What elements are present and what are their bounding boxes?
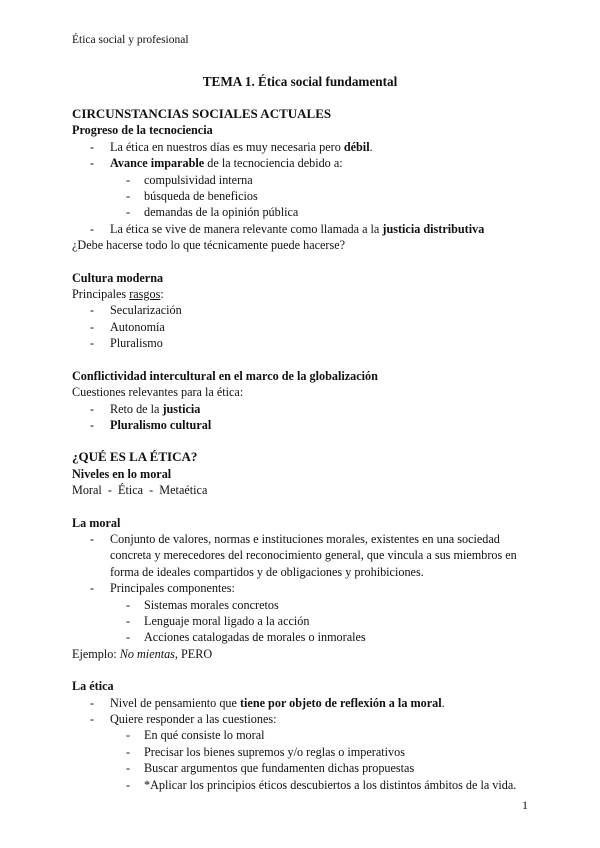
sub-list-item: - Acciones catalogadas de morales o inmorales bbox=[72, 629, 532, 645]
list-item bbox=[72, 221, 532, 237]
sub-list-item: - En qué consiste lo moral bbox=[72, 727, 532, 743]
list-item: - Autonomía bbox=[72, 319, 532, 335]
list-item bbox=[72, 139, 532, 155]
list-item bbox=[72, 531, 532, 547]
list-item-continuation: forma de ideales compartidos y de obligaciones y prohibiciones. bbox=[110, 564, 424, 579]
bold-text: tiene por objeto de reflexión a la moral bbox=[239, 695, 442, 710]
text: Principales bbox=[72, 287, 130, 302]
sub-list-item: - compulsividad interna bbox=[72, 172, 532, 188]
text: . bbox=[441, 695, 445, 710]
bold-text: Avance imparable bbox=[110, 156, 205, 171]
subheading-la-moral: La moral bbox=[72, 515, 121, 530]
bold-text: justicia bbox=[162, 401, 201, 416]
sub-list-item: - Sistemas morales concretos bbox=[72, 597, 532, 613]
list-item bbox=[72, 401, 532, 417]
list-item: - Principales componentes: bbox=[72, 580, 532, 596]
sub-list-item: - búsqueda de beneficios bbox=[72, 188, 532, 204]
subheading-conflictividad: Conflictividad intercultural en el marco de la globalización bbox=[72, 368, 378, 383]
section-heading-circunstancias: CIRCUNSTANCIAS SOCIALES ACTUALES bbox=[72, 106, 332, 121]
bold-text: Pluralismo cultural bbox=[110, 417, 212, 432]
section-heading-que-es-la-etica: ¿QUÉ ES LA ÉTICA? bbox=[72, 449, 198, 465]
sub-list-item: - Lenguaje moral ligado a la acción bbox=[72, 613, 532, 629]
italic-text: No mientas bbox=[119, 646, 175, 661]
list-item bbox=[72, 695, 532, 711]
text: Ejemplo: bbox=[72, 646, 120, 661]
page-header: Ética social y profesional bbox=[72, 34, 189, 46]
rasgos-intro bbox=[72, 286, 532, 302]
subheading-la-etica: La ética bbox=[72, 679, 114, 694]
list-item bbox=[72, 155, 532, 171]
text: La ética se vive de manera relevante como llamada a la bbox=[110, 221, 383, 236]
list-item-continuation: concreta y merecedores del reconocimiento general, que vincula a sus miembros en bbox=[110, 548, 517, 563]
sub-list-item: - *Aplicar los principios éticos descubiertos a los distintos ámbitos de la vida. bbox=[72, 777, 532, 793]
sub-list-item: - demandas de la opinión pública bbox=[72, 204, 532, 220]
question-line: ¿Debe hacerse todo lo que técnicamente puede hacerse? bbox=[72, 238, 346, 253]
document-body bbox=[72, 106, 532, 793]
subheading-niveles: Niveles en lo moral bbox=[72, 466, 172, 481]
text: : bbox=[160, 287, 164, 302]
sub-list-item: - Precisar los bienes supremos y/o reglas o imperativos bbox=[72, 744, 532, 760]
text: La ética en nuestros días es muy necesaria pero bbox=[110, 139, 344, 154]
page-title: TEMA 1. Ética social fundamental bbox=[202, 74, 398, 89]
list-item: - Pluralismo bbox=[72, 335, 532, 351]
text: . bbox=[369, 139, 373, 154]
text-line: Conjunto de valores, normas e instituciones morales, existentes en una sociedad bbox=[110, 531, 500, 546]
page-number: 1 bbox=[522, 798, 528, 812]
niveles-line: Moral - Ética - Metaética bbox=[72, 483, 208, 498]
cuestiones-intro: Cuestiones relevantes para la ética: bbox=[72, 385, 244, 400]
underlined-text: rasgos bbox=[129, 287, 161, 302]
list-item: - Secularización bbox=[72, 302, 532, 318]
list-item: - Quiere responder a las cuestiones: bbox=[72, 711, 532, 727]
example-line bbox=[72, 646, 532, 662]
text: de la tecnociencia debido a: bbox=[204, 156, 343, 171]
sub-list-item: - Buscar argumentos que fundamenten dichas propuestas bbox=[72, 760, 532, 776]
text: Nivel de pensamiento que bbox=[110, 695, 240, 710]
text: Reto de la bbox=[110, 401, 163, 416]
subheading-tecnociencia: Progreso de la tecnociencia bbox=[72, 123, 213, 138]
subheading-cultura-moderna: Cultura moderna bbox=[72, 270, 164, 285]
list-item bbox=[72, 417, 532, 433]
bold-text: débil bbox=[343, 139, 370, 154]
text: , PERO bbox=[174, 646, 213, 661]
bold-text: justicia distributiva bbox=[382, 221, 485, 236]
